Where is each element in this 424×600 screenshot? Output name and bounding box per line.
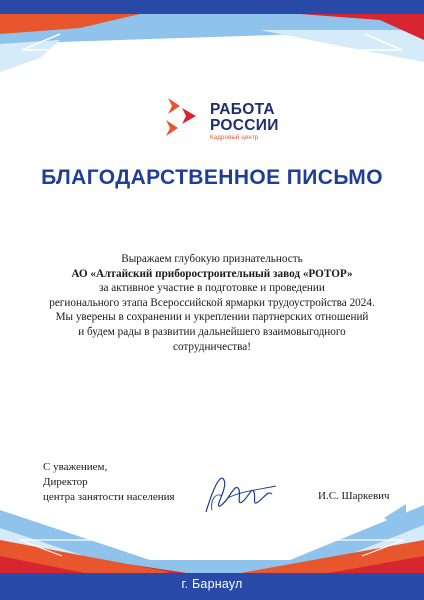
body-line-6: и будем рады в развитии дальнейшего взаимовыгодного [78, 325, 346, 338]
logo [162, 96, 292, 150]
rabota-rossii-arrows-icon [162, 96, 206, 140]
logo-subtitle: Кадровый центр [210, 135, 259, 141]
body-line-5: Мы уверены в сохранении и укреплении партнерских отношений [55, 311, 369, 324]
body-line-3: за активное участие в подготовке и проведении [99, 282, 325, 295]
signer-position: Директор [43, 476, 88, 488]
company-name: АО «Алтайский приборостроительный завод «РОТОР» [71, 267, 353, 280]
body-line-1: Выражаем глубокую признательность [121, 253, 303, 265]
page-title: БЛАГОДАРСТВЕННОЕ ПИСЬМО [41, 166, 383, 189]
logo-line-1: РАБОТА [210, 101, 275, 118]
regards-text: С уважением, [43, 461, 108, 473]
signer-organization: центра занятости населения [43, 491, 175, 503]
footer-city: г. Барнаул [181, 577, 243, 591]
letter-body [24, 252, 400, 354]
handwritten-signature [198, 462, 288, 522]
signature-block [43, 460, 175, 505]
body-line-7: сотрудничества! [173, 340, 251, 353]
logo-line-2: РОССИИ [210, 117, 279, 134]
signer-name: И.С. Шаркевич [318, 490, 390, 502]
body-line-4: регионального этапа Всероссийской ярмарки трудоустройства 2024. [49, 296, 375, 309]
